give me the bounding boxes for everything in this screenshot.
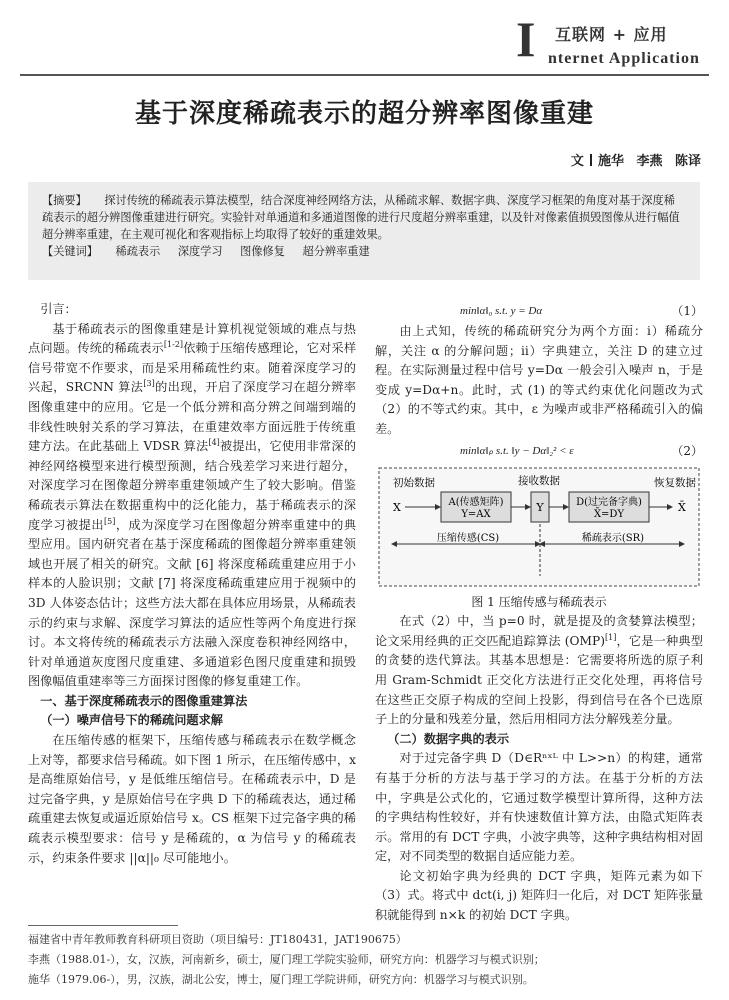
header-rule <box>20 74 709 76</box>
intro-text-3: 的出现，开启了深度学习在超分辨率图像重建中的应用。它是一个低分辨和高分辨之间端到端的非线性映射关系的学习算法，在重建效率方面远胜于传统重建方法。在此基础上 VDSR 算法 <box>28 380 356 454</box>
body-paragraph: 论文初始字典为经典的 DCT 字典，矩阵元素为如下（3）式。将式中 dct(i, j) 矩阵归一化后，对 DCT 矩阵张量积就能得到 n×k 的初始 DCT 字典。 <box>375 868 703 923</box>
figure-caption: 图 1 压缩传感与稀疏表示 <box>471 594 607 609</box>
footnote-rule <box>28 925 178 926</box>
keyword-item: 稀疏表示 <box>115 245 161 258</box>
paper-title: 基于深度稀疏表示的超分辨率图像重建 <box>134 99 594 129</box>
box-d-formula: X̄=DY <box>593 508 625 520</box>
equation-number: （1） <box>671 304 703 318</box>
footnote-author-li: 李燕（1988.01-），女，汉族，河南新乡，硕士，厦门理工学院实验师，研究方向：机器学习与模式识别； <box>28 953 545 966</box>
left-column <box>28 300 356 868</box>
omp-text-1: 在式（2）中，当 p=0 时，就是提及的贪婪算法模型；论文采用经典的正交匹配追踪算法 (OMP) <box>375 614 703 648</box>
equation-expression: min‖α‖₀ s.t. y = Dα <box>460 305 543 317</box>
label-xbar: X̄ <box>678 500 686 514</box>
equation-1 <box>375 300 703 322</box>
body-paragraph <box>375 612 703 730</box>
label-initial-data: 初始数据 <box>393 476 435 489</box>
label-x: X <box>393 500 401 514</box>
equation-number: （2） <box>671 443 703 458</box>
omp-text-2: ，它是一种典型的贪婪的迭代算法。其基本思想是：它需要将所选的原子利用 Gram-Schmidt 正交化方法进行正交化处理，再将信号在这些正交原子构成的空间上投影，得到信号在各个已选原子上的分量和残差分量，然后用相同方法分解残差分量。 <box>375 633 704 727</box>
author-separator <box>590 154 592 166</box>
keyword-item: 图像修复 <box>240 245 285 258</box>
author-line <box>571 150 701 169</box>
box-a-formula: Y=AX <box>461 508 491 520</box>
intro-text-2: 依赖于压缩传感理论，它对采样信号带宽不作要求，而是采用稀疏性约束。随着深度学习的兴起，SRCNN 算法 <box>28 341 357 395</box>
keywords-line <box>42 243 686 260</box>
citation: [1] <box>604 632 617 642</box>
abstract-text: 探讨传统的稀疏表示算法模型，结合深度神经网络方法，从稀疏求解、数据字典、深度学习框架的角度对基于深度稀疏表示的超分辨图像重建进行研究。实验针对单通道和多通道图像的进行尺度超分辨率重建，以及针对像素值损毁图像从进行幅值超分辨率重建，在主观可视化和客观指标上均取得了较好的重建效果。 <box>42 194 680 241</box>
abstract-label: 【摘要】 <box>42 194 87 207</box>
body-paragraph: 在压缩传感的框架下，压缩传感与稀疏表示在数学概念上对等，都要求信号稀疏。如下图 1 所示，在压缩传感中，x 是高维原始信号，y 是低维压缩信号。在稀疏表示中，D 是过完备字典，y 是原始信号在字典 D 下的稀疏表达，通过稀疏重建去恢复或逼近原始信号 x。CS 框架下过完备字典的稀疏表示模型要求：信号 y 是稀疏的，α 为信号 y 的稀疏表示，约束条件要求 ||α||₀ 尽可能地小。 <box>28 733 356 865</box>
body-paragraph: 由上式知，传统的稀疏研究分为两个方面：i）稀疏分解，关注 α 的分解问题；ii）字典建立，关注 D 的建立过程。在实际测量过程中信号 y=Dα 一般会引入噪声 n，于是变成 y=Dα+n。此时，式 (1) 的等式约束优化问题改为式（2）的不等式约束。其中，ε 为噪声或非严格稀疏引入的偏差。 <box>375 324 703 436</box>
subsection-heading-1: （一）噪声信号下的稀疏问题求解 <box>40 713 223 728</box>
keyword-item: 深度学习 <box>177 245 223 258</box>
cs-sr-diagram <box>375 466 703 591</box>
section-name-cn: 互联网 + 应用 <box>555 25 668 44</box>
subsection-heading-2: （二）数据字典的表示 <box>387 731 510 746</box>
author-names: 施华 李燕 陈译 <box>597 154 701 169</box>
intro-heading: 引言： <box>40 302 77 316</box>
citation: [4] <box>208 438 220 448</box>
footnotes <box>28 930 700 990</box>
equation-2 <box>375 440 703 462</box>
section-heading-1: 一、基于深度稀疏表示的图像重建算法 <box>40 693 248 708</box>
right-column <box>375 300 703 926</box>
box-a-label: A(传感矩阵) <box>448 496 504 508</box>
box-d-label: D(过完备字典) <box>576 496 642 508</box>
keyword-item: 超分辨率重建 <box>302 245 370 258</box>
keywords-label: 【关键词】 <box>42 245 98 258</box>
footnote-author-shi: 施华（1979.06-），男，汉族，湖北公安，博士，厦门理工学院讲师，研究方向：机器学习与模式识别。 <box>28 973 534 986</box>
citation: [5] <box>104 516 116 526</box>
intro-text-4: 被提出，它使用非常深的神经网络模型来进行模型预测，结合残差学习来进行超分，对深度学习在图像超分辨率重建领域产生了较大影响。借鉴稀疏表示算法在数据重构中的泛化能力，基于稀疏表示的深度学习被提出 <box>28 439 357 532</box>
label-recovered-data: 恢复数据 <box>654 476 696 489</box>
citation: [1-2] <box>163 340 184 350</box>
body-paragraph: 对于过完备字典 D（D∈Rⁿˣᴸ 中 L>>n）的构建，通常有基于分析的方法与基于学习的方法。在基于分析的方法中，字典是公式化的，它通过数学模型计算所得，这种方法的字典结构性较好，并有快速数值计算方法，由隐式矩阵表示。常用的有 DCT 字典，小波字典等，这种字典结构相对固定，对不同类型的数据自适应能力差。 <box>375 751 703 864</box>
section-logo-letter: I <box>516 11 536 67</box>
figure-1 <box>375 466 703 591</box>
box-y-label: Y <box>536 500 544 514</box>
equation-expression: min‖α‖ₚ s.t. ‖y − Dα‖₂² < ε <box>460 444 574 457</box>
abstract-box <box>28 182 700 280</box>
label-cs: 压缩传感(CS) <box>436 532 500 544</box>
label-sr: 稀疏表示(SR) <box>581 532 645 544</box>
abstract-paragraph <box>42 192 686 243</box>
author-prefix: 文 <box>570 154 584 169</box>
citation: [3] <box>143 379 155 389</box>
section-name-en: nternet Application <box>548 50 700 67</box>
label-received-data: 接收数据 <box>518 474 560 487</box>
intro-text-5: ，成为深度学习在图像超分辨率重建中的典型应用。国内研究者在基于深度稀疏的图像超分辨率重建领域也开展了相关的研究。文献 [6] 将深度稀疏重建应用于小样本的人脸识别；文献 [7] 将深度稀疏重建应用于视频中的 3D 人体姿态估计；这些方法大都在具体应用场景，从稀疏表示的约束与求解、深度学习算法的适应性等两个角度进行探讨。本文将传统的稀疏表示方法融入深度卷积神经网络中，针对单通道灰度图尺度重建、多通道彩色图尺度重建和损毁图像幅值重建率等三方面探讨图像的修复重建工作。 <box>28 517 357 689</box>
footnote-funding: 福建省中青年教师教育科研项目资助（项目编号：JT180431，JAT190675） <box>28 933 407 946</box>
intro-paragraph <box>28 320 356 692</box>
intro-text-1: 基于稀疏表示的图像重建是计算机视觉领域的难点与热点问题。传统的稀疏表示 <box>28 321 356 356</box>
